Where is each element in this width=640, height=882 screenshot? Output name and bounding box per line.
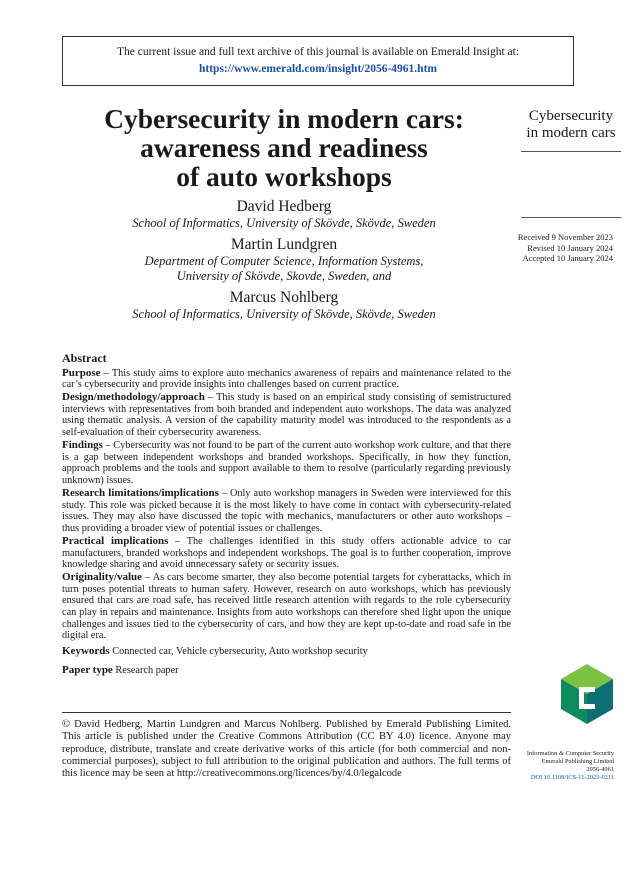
abstract-text: – The challenges identified in this study offers actionable advice to car manufacturers, branded workshops and independent workshops. The goal is to further cooperation, improve knowledge sharing and avoid unnecessary safety or security issues. — [62, 535, 512, 571]
article-history — [515, 232, 613, 264]
abstract-originality — [62, 572, 511, 642]
abstract-practical — [62, 536, 511, 571]
running-head-line: Cybersecurity — [528, 108, 614, 124]
notice-text: The current issue and full text archive of this journal is available on Emerald Insight at: — [116, 46, 520, 58]
received-date: Received 9 November 2023 — [517, 232, 613, 242]
journal-url-link[interactable]: https://www.emerald.com/insight/2056-4961.htm — [199, 63, 437, 75]
article-title — [60, 104, 508, 191]
title-line-1: Cybersecurity in modern cars: — [104, 103, 464, 134]
revised-date: Revised 10 January 2024 — [527, 242, 613, 253]
author-list — [60, 197, 508, 322]
keywords — [62, 646, 511, 658]
journal-issn: 2056-4961 — [586, 766, 614, 773]
title-line-2: awareness and readiness — [140, 132, 428, 163]
dates-divider — [521, 217, 621, 218]
abstract-label: Originality/value — [62, 571, 143, 584]
abstract-limitations — [62, 488, 511, 534]
author-affiliation: University of Skövde, Skovde, Sweden, and — [176, 269, 392, 283]
journal-info — [514, 750, 614, 782]
title-line-3: of auto workshops — [176, 161, 392, 192]
paper-type-label: Paper type — [62, 664, 113, 677]
license-statement: © David Hedberg, Martin Lundgren and Marcus Nohlberg. Published by Emerald Publishing Limited. This article is published under the Creative Commons Attribution (CC BY 4.0) licence. Anyone may reproduce, distribute, translate and create derivative works of this article (for both commercial and non-commercial purposes), subject to full attribution to the original publication and authors. The full terms of this licence may be seen at http://creativecommons.org/licences/by/4.0/legalcode — [62, 712, 511, 780]
journal-availability-notice — [62, 36, 574, 86]
abstract-text: – This study aims to explore auto mechanics awareness of repairs and maintenance related to the car’s cybersecurity and provide insights into challenges based on current practice. — [62, 367, 511, 391]
author-name: Marcus Nohlberg — [229, 289, 339, 306]
abstract-text: – This study is based on an empirical study consisting of semistructured interviews with representatives from both branded and independent auto workshops. The data was analyzed using thematic analysis. A version of the capability maturity model was introduced to the respondents as a self-evaluation of their cybersecurity awareness. — [62, 392, 511, 439]
abstract-label: Design/methodology/approach — [62, 391, 205, 404]
author-name: David Hedberg — [236, 198, 332, 215]
abstract-label: Purpose — [62, 366, 101, 379]
accepted-date: Accepted 10 January 2024 — [522, 253, 613, 263]
abstract-text: – As cars become smarter, they also become potential targets for cyberattacks, which in turn poses potential threats to human safety. However, research on auto workshops, which has previously ensured that cars are road safe, has received little research attention with regards to the role cybersecurity can play in repairs and maintenance. Insights from auto workshops can therefore shed light upon the unique challenges and issues tied to the cybersecurity of cars, and how they are kept up-to-date and road safe in the digital era. — [62, 572, 511, 642]
abstract-section — [62, 353, 511, 678]
abstract-label: Research limitations/implications — [62, 487, 219, 500]
running-head-line: in modern cars — [526, 125, 616, 141]
running-head-divider — [521, 151, 621, 152]
abstract-findings — [62, 440, 511, 486]
journal-publisher: Emerald Publishing Limited — [541, 758, 614, 765]
journal-name: Information & Computer Security — [526, 750, 614, 757]
abstract-text: – Only auto workshop managers in Sweden were interviewed for this study. This role was picked because it is the most likely to have come in contact with cybersecurity-related issues. They may also have discussed the topic with mechanics, manufacturers or other auto workshops – thus providing a broader view of potential issues or challenges. — [62, 488, 511, 534]
running-head — [512, 108, 630, 142]
author-affiliation: Department of Computer Science, Information Systems, — [144, 254, 424, 268]
author-name: Martin Lundgren — [230, 236, 338, 253]
doi-link[interactable]: DOI 10.1108/ICS-11-2023-0211 — [530, 774, 614, 781]
abstract-heading: Abstract — [62, 351, 107, 365]
author-affiliation: School of Informatics, University of Skövde, Skövde, Sweden — [132, 216, 436, 230]
keywords-label: Keywords — [62, 644, 110, 657]
abstract-purpose — [62, 368, 511, 391]
keywords-text: Connected car, Vehicle cybersecurity, Auto workshop security — [109, 645, 368, 657]
abstract-label: Findings — [62, 439, 103, 452]
abstract-text: – Cybersecurity was not found to be part of the current auto workshop work culture, and that there is a gap between independent workshops and branded workshops. Specifically, in how they function, approach problems and the tools and support available to them to resolve (particularly regarding previously unknown) issues. — [62, 440, 512, 486]
author-affiliation: School of Informatics, University of Skövde, Skövde, Sweden — [132, 307, 436, 321]
paper-type-text: Research paper — [112, 665, 179, 677]
paper-type — [62, 665, 511, 677]
emerald-publishing-logo-icon — [560, 663, 614, 730]
abstract-design — [62, 392, 511, 438]
abstract-label: Practical implications — [62, 534, 169, 547]
